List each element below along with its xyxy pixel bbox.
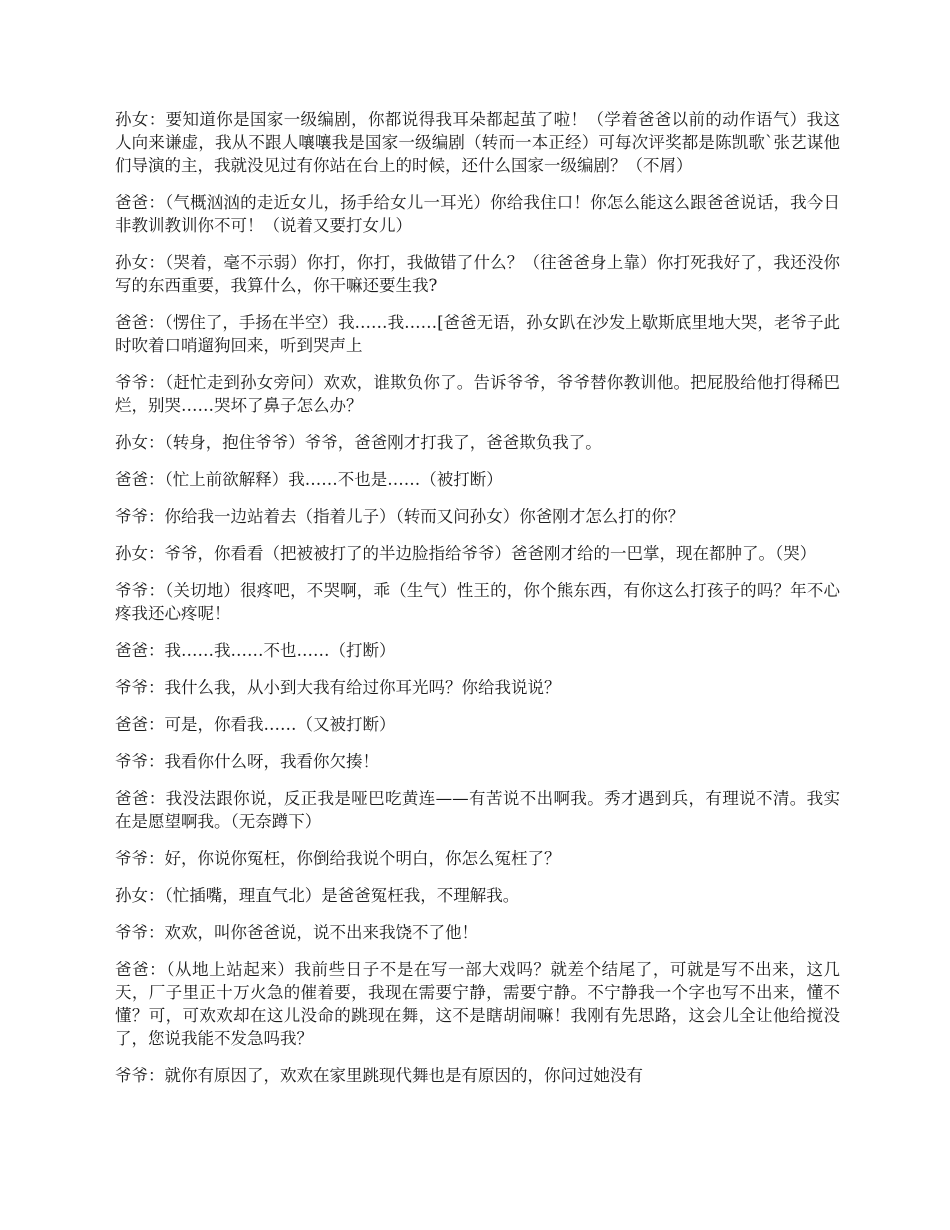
dialogue-paragraph: 孙女：（哭着，毫不示弱）你打，你打，我做错了什么？（往爸爸身上靠）你打死我好了，我还没你写的东西重要，我算什么，你干嘛还要生我? (115, 253, 840, 295)
dialogue-paragraph: 爷爷：我看你什么呀，我看你欠揍！ (115, 752, 379, 771)
dialogue-paragraph: 孙女：要知道你是国家一级编剧，你都说得我耳朵都起茧了啦！（学着爸爸以前的动作语气）我这人向来谦虚，我从不跟人嚷嚷我是国家一级编剧（转而一本正经）可每次评奖都是陈凯歌`张艺谋他们导演的主，我就没见过有你站在台上的时候，还什么国家一级编剧？（不屑） (115, 110, 840, 175)
dialogue-paragraph: 爸爸：（从地上站起来）我前些日子不是在写一部大戏吗？就差个结尾了，可就是写不出来，这几天，厂子里正十万火急的催着要，我现在需要宁静，需要宁静。不宁静我一个字也写不出来，懂不懂？可，可欢欢却在这儿没命的跳现在舞，这不是瞎胡闹嘛！我刚有先思路，这会儿全让他给搅没了，您说我能不发急吗我？ (115, 960, 840, 1048)
dialogue-paragraph: 孙女：（转身，抱住爷爷）爷爷，爸爸刚才打我了，爸爸欺负我了。 (115, 433, 602, 452)
dialogue-paragraph: 爷爷：（赶忙走到孙女旁问）欢欢，谁欺负你了。告诉爷爷，爷爷替你教训他。把屁股给他打得稀巴烂，别哭……哭坏了鼻子怎么办？ (115, 373, 840, 415)
document-page (115, 108, 840, 1101)
dialogue-paragraph: 爷爷：好，你说你冤枉，你倒给我说个明白，你怎么冤枉了？ (115, 849, 561, 868)
dialogue-paragraph: 爸爸：（愣住了，手扬在半空）我……我……[爸爸无语，孙女趴在沙发上歇斯底里地大哭，老爷子此时吹着口哨遛狗回来，听到哭声上 (115, 313, 840, 355)
dialogue-paragraph: 爷爷：我什么我，从小到大我有给过你耳光吗？你给我说说？ (115, 678, 561, 697)
dialogue-paragraph: 爸爸：（忙上前欲解释）我……不也是……（被打断） (115, 470, 503, 489)
dialogue-paragraph: 爷爷：就你有原因了，欢欢在家里跳现代舞也是有原因的，你问过她没有 (115, 1066, 643, 1085)
dialogue-paragraph: 爷爷：欢欢，叫你爸爸说，说不出来我饶不了他！ (115, 923, 478, 942)
dialogue-paragraph: 爷爷：（关切地）很疼吧，不哭啊，乖（生气）性王的，你个熊东西，有你这么打孩子的吗？年不心疼我还心疼呢！ (115, 581, 840, 623)
dialogue-paragraph: 孙女：（忙插嘴，理直气北）是爸爸冤枉我，不理解我。 (115, 886, 520, 905)
dialogue-paragraph: 爸爸：我……我……不也……（打断） (115, 641, 396, 660)
dialogue-paragraph: 爸爸：（气概汹汹的走近女儿，扬手给女儿一耳光）你给我住口！你怎么能这么跟爸爸说话，我今日非教训教训你不可！（说着又要打女儿） (115, 193, 840, 235)
dialogue-paragraph: 孙女：爷爷，你看看（把被被打了的半边脸指给爷爷）爸爸刚才给的一巴掌，现在都肿了。（哭） (115, 544, 817, 563)
dialogue-paragraph: 爸爸：我没法跟你说，反正我是哑巴吃黄连——有苦说不出啊我。秀才遇到兵，有理说不清。我实在是愿望啊我。（无奈蹲下） (115, 789, 840, 831)
dialogue-paragraph: 爷爷：你给我一边站着去（指着儿子）（转而又问孙女）你爸刚才怎么打的你？ (115, 507, 685, 526)
dialogue-paragraph: 爸爸：可是，你看我……（又被打断） (115, 715, 396, 734)
